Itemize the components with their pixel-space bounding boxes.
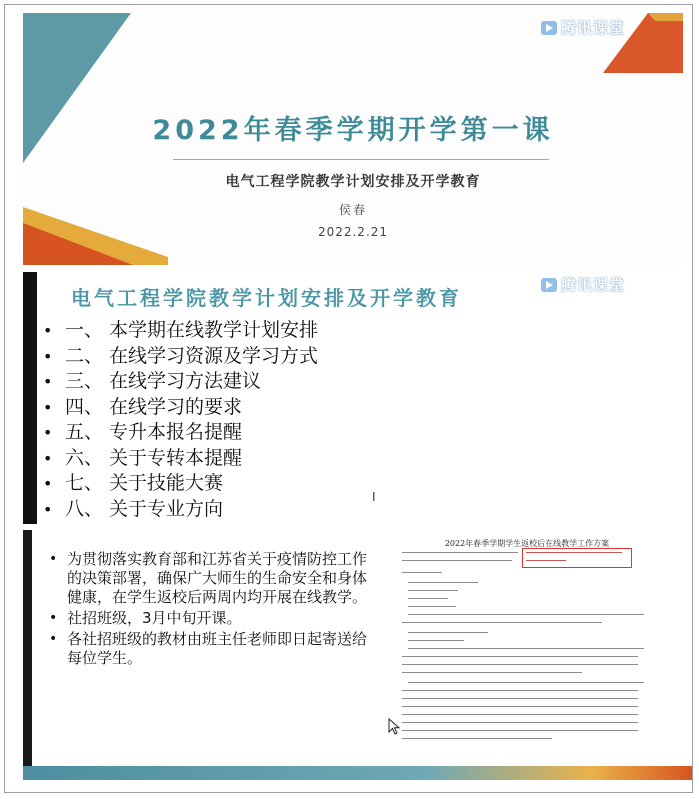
bullet: • <box>43 499 53 519</box>
doc-text-line <box>402 664 638 665</box>
mouse-pointer-icon <box>388 718 402 736</box>
notice-item <box>49 630 369 668</box>
divider <box>173 159 549 160</box>
slide2-title: 电气工程学院教学计划安排及开学教育 <box>71 286 462 310</box>
doc-text-line <box>408 640 464 641</box>
slide-title <box>23 13 683 265</box>
play-logo-icon <box>541 278 557 292</box>
notice-item-text: 各社招班级的教材由班主任老师即日起寄送给每位学生。 <box>67 630 368 667</box>
tencent-classroom-logo <box>541 17 625 38</box>
doc-text-line <box>408 590 458 591</box>
bullet: • <box>43 372 53 391</box>
doc-text-line <box>402 690 638 691</box>
bullet: • <box>43 448 53 468</box>
doc-text-line <box>408 598 448 599</box>
highlight-box <box>522 548 632 568</box>
agenda-item <box>43 369 318 395</box>
decor-top-left <box>23 13 143 173</box>
slide1-subtitle: 电气工程学院教学计划安排及开学教育 <box>225 174 481 190</box>
bullet: • <box>43 423 53 442</box>
slide1-author: 侯春 <box>338 203 367 217</box>
agenda-item <box>43 344 318 370</box>
doc-text-line <box>408 648 644 649</box>
agenda-list <box>43 318 318 522</box>
slide-left-bar <box>23 272 37 524</box>
agenda-item-text: 四、 在线学习的要求 <box>65 395 243 418</box>
agenda-item-text: 一、 本学期在线教学计划安排 <box>65 319 319 341</box>
doc-text-line <box>402 672 582 673</box>
slide-agenda <box>23 272 692 524</box>
slide-notice <box>23 530 692 780</box>
play-logo-icon <box>541 21 557 35</box>
doc-text-line <box>408 606 456 607</box>
agenda-item <box>43 420 318 446</box>
doc-text-line <box>402 572 442 573</box>
doc-text-line <box>408 582 478 583</box>
slide-left-bar <box>23 530 32 780</box>
doc-text-line <box>526 560 566 561</box>
notice-item-text: 社招班级，3月中旬开课。 <box>67 609 242 627</box>
doc-text-line <box>526 552 622 553</box>
text-cursor-icon: I <box>372 490 376 504</box>
notice-item-text: 为贯彻落实教育部和江苏省关于疫情防控工作的决策部署，确保广大师生的生命安全和身体健康，在学生返校后两周内均开展在线教学。 <box>67 550 368 606</box>
agenda-item-text: 三、 在线学习方法建议 <box>65 370 262 392</box>
bullet: • <box>49 610 58 626</box>
agenda-item <box>43 446 318 472</box>
doc-text-line <box>402 560 512 561</box>
agenda-item-text: 二、 在线学习资源及学习方式 <box>65 344 319 367</box>
doc-text-line <box>402 656 638 657</box>
doc-text-line <box>402 714 638 715</box>
agenda-item-text: 八、 关于专业方向 <box>65 497 224 520</box>
agenda-item <box>43 471 318 497</box>
bullet: • <box>43 397 53 417</box>
agenda-item-text: 七、 关于技能大赛 <box>65 472 224 494</box>
doc-text-line <box>402 698 638 699</box>
slide1-title: 2022年春季学期开学第一课 <box>152 115 554 146</box>
doc-text-line <box>408 632 488 633</box>
agenda-item-text: 六、 关于专转本提醒 <box>65 446 243 469</box>
tencent-classroom-logo <box>541 274 625 295</box>
bullet: • <box>43 321 53 340</box>
slide1-date: 2022.2.21 <box>317 225 389 239</box>
doc-text-line <box>402 738 552 739</box>
doc-text-line <box>402 730 638 731</box>
agenda-item-text: 五、 专升本报名提醒 <box>65 421 243 443</box>
logo-text: 腾讯课堂 <box>561 19 626 37</box>
notice-item <box>49 550 369 607</box>
doc-text-line <box>402 706 638 707</box>
bullet: • <box>49 631 58 647</box>
notice-item <box>49 609 369 628</box>
doc-text-line <box>402 552 518 553</box>
doc-text-line <box>402 722 638 723</box>
bullet: • <box>49 551 58 567</box>
agenda-item <box>43 497 318 523</box>
doc-text-line <box>408 682 644 683</box>
agenda-item <box>43 318 318 344</box>
agenda-item <box>43 395 318 421</box>
doc-text-line <box>408 614 644 615</box>
slide-bottom-bar <box>23 766 692 780</box>
notice-list <box>49 550 369 670</box>
doc-text-line <box>402 622 602 623</box>
bullet: • <box>43 474 53 493</box>
document-thumbnail <box>388 530 666 752</box>
bullet: • <box>43 346 53 366</box>
document-title: 2022年春季学期学生返校后在线教学工作方案 <box>444 539 610 548</box>
logo-text: 腾讯课堂 <box>561 276 626 294</box>
